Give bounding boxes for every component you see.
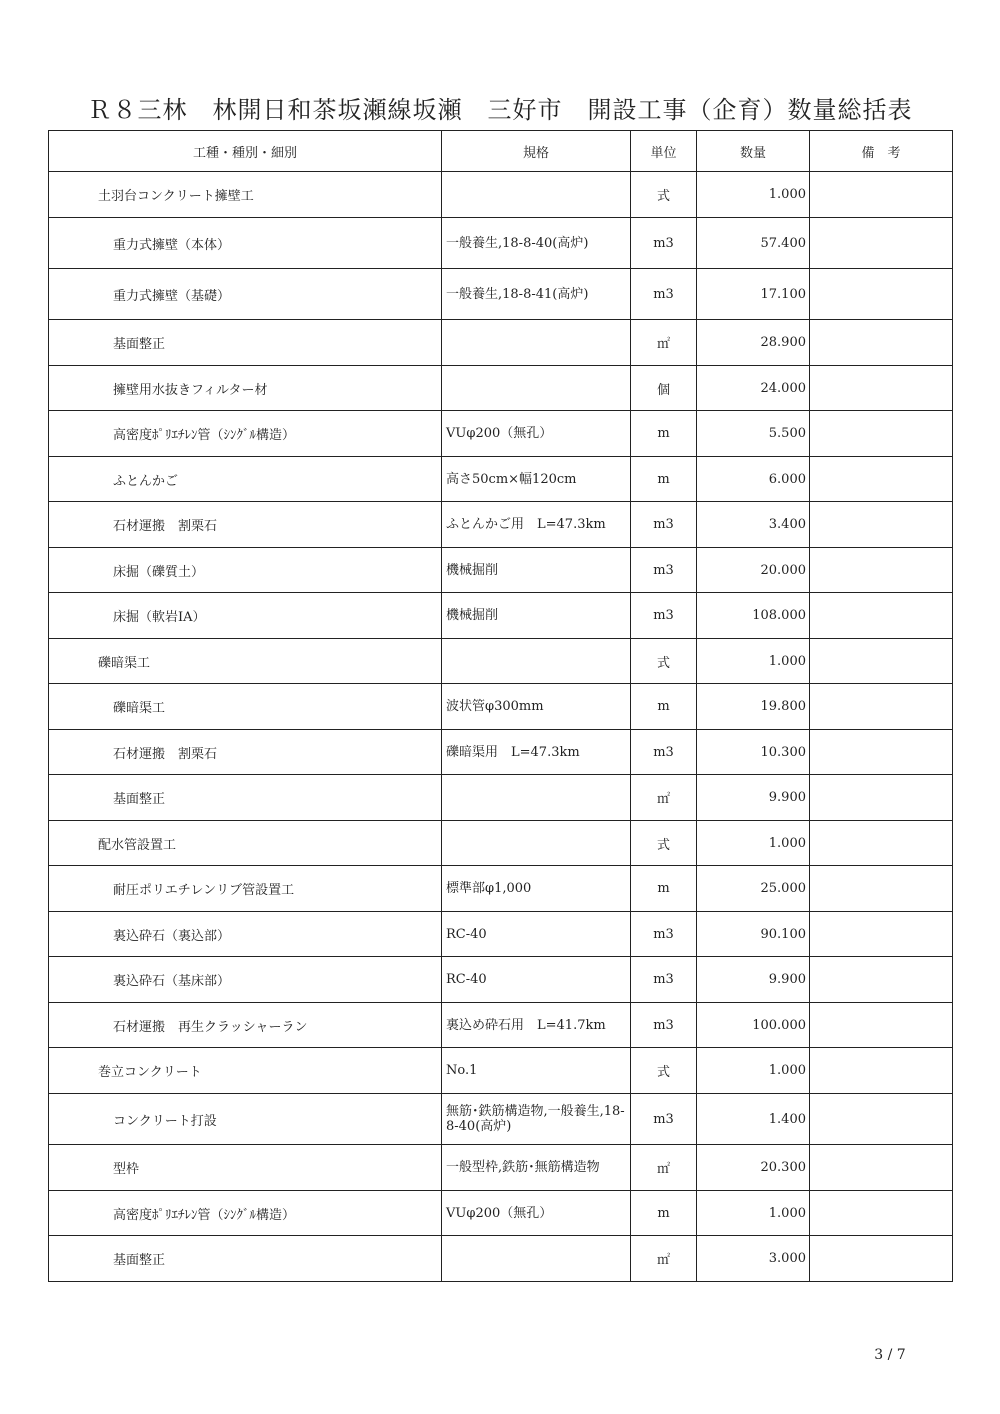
table-row [49,1191,953,1236]
unit-cell [631,411,697,457]
unit-text: m3 [653,1111,674,1127]
remarks-cell [810,172,953,218]
unit-cell [631,866,697,912]
remarks-cell [810,730,953,775]
unit-text: m3 [653,744,674,760]
spec-text: VUφ200（無孔） [446,1205,553,1221]
item-name-cell [49,1003,442,1048]
item-name-cell [49,218,442,269]
spec-text: 一般養生,18-8-41(高炉) [446,286,589,302]
table-row [49,1094,953,1145]
page-number: 3 / 7 [874,1347,906,1363]
quantity-text: 25.000 [760,881,806,896]
item-name-text: 配水管設置工 [98,837,177,853]
item-name-cell [49,957,442,1003]
table-row [49,320,953,366]
quantity-text: 28.900 [760,335,806,350]
table-row [49,593,953,639]
table-header-row [49,131,953,172]
remarks-cell [810,1191,953,1236]
table-row [49,821,953,866]
remarks-cell [810,593,953,639]
unit-cell [631,269,697,320]
spec-text: 機械掘削 [446,608,499,623]
item-name-text: 擁壁用水抜きフィルター材 [113,382,268,398]
item-name-text: 石材運搬 割栗石 [113,519,218,534]
unit-cell [631,172,697,218]
quantity-cell [697,172,810,218]
unit-text: m3 [653,1017,674,1033]
spec-cell [442,457,631,502]
spec-cell [442,593,631,639]
remarks-cell [810,775,953,821]
remarks-cell [810,639,953,684]
item-name-text: 石材運搬 割栗石 [113,746,218,762]
item-name-cell [49,320,442,366]
unit-text: m [657,426,670,441]
table-body [49,172,953,1282]
quantity-cell [697,775,810,821]
quantity-text: 1.000 [768,1205,806,1221]
spec-cell [442,639,631,684]
unit-text: ㎡ [656,1162,670,1177]
quantity-cell [697,1094,810,1145]
item-name-text: 床掘（礫質土） [113,564,205,580]
quantity-text: 17.100 [760,286,806,302]
item-name-text: 礫暗渠工 [98,655,151,671]
item-name-text: 耐圧ポリエチレンリブ管設置工 [113,883,295,898]
table-row [49,730,953,775]
spec-text: ふとんかご用 L=47.3km [446,517,606,532]
spec-cell [442,730,631,775]
spec-cell [442,1236,631,1282]
item-name-text: 裏込砕石（裏込部） [113,928,231,944]
item-name-cell [49,1191,442,1236]
spec-cell [442,218,631,269]
table-row [49,172,953,218]
quantity-text: 108.000 [752,608,806,623]
item-name-cell [49,502,442,548]
table-row [49,366,953,411]
quantity-cell [697,320,810,366]
item-name-cell [49,1094,442,1145]
spec-cell [442,684,631,730]
item-name-text: 礫暗渠工 [113,701,166,716]
remarks-cell [810,548,953,593]
unit-cell [631,821,697,866]
remarks-cell [810,457,953,502]
unit-cell [631,218,697,269]
item-name-cell [49,172,442,218]
unit-cell [631,457,697,502]
table-row [49,548,953,593]
unit-text: m3 [653,235,674,251]
spec-cell [442,1003,631,1048]
quantity-cell [697,548,810,593]
item-name-cell [49,730,442,775]
remarks-cell [810,502,953,548]
quantity-cell [697,366,810,411]
unit-cell [631,1094,697,1145]
remarks-cell [810,1145,953,1191]
unit-text: m [657,471,670,487]
remarks-cell [810,366,953,411]
spec-cell [442,1145,631,1191]
spec-cell [442,411,631,457]
quantity-text: 9.900 [768,790,806,805]
item-name-cell [49,269,442,320]
remarks-cell [810,1236,953,1282]
spec-cell [442,172,631,218]
quantity-text: 6.000 [768,471,806,487]
unit-text: m3 [653,926,674,942]
spec-cell [442,1191,631,1236]
quantity-text: 100.000 [752,1017,806,1033]
table-row [49,639,953,684]
spec-text: No.1 [446,1063,478,1078]
remarks-cell [810,866,953,912]
unit-text: m [657,1205,670,1221]
unit-cell [631,502,697,548]
table-row [49,684,953,730]
remarks-cell [810,821,953,866]
quantity-text: 1.400 [768,1111,806,1127]
quantity-text: 90.100 [760,926,806,942]
item-name-cell [49,1236,442,1282]
spec-cell [442,866,631,912]
spec-cell [442,912,631,957]
quantity-cell [697,269,810,320]
table-row [49,457,953,502]
quantity-text: 10.300 [760,744,806,760]
unit-text: 式 [656,189,670,204]
spec-cell [442,366,631,411]
unit-text: ㎡ [656,1253,670,1268]
quantity-cell [697,593,810,639]
quantity-text: 24.000 [760,380,806,396]
remarks-cell [810,1094,953,1145]
unit-cell [631,1003,697,1048]
remarks-cell [810,1048,953,1094]
quantity-text: 3.400 [768,517,806,532]
unit-text: m3 [653,972,674,987]
spec-cell [442,775,631,821]
item-name-cell [49,593,442,639]
unit-text: 式 [656,837,670,853]
quantity-cell [697,457,810,502]
quantity-cell [697,821,810,866]
remarks-cell [810,411,953,457]
item-name-text: ふとんかご [113,473,179,489]
remarks-cell [810,1003,953,1048]
item-name-cell [49,775,442,821]
spec-text: 一般養生,18-8-40(高炉) [446,235,589,251]
quantity-text: 1.000 [768,1063,806,1078]
remarks-cell [810,912,953,957]
unit-cell [631,320,697,366]
header-unit: 単位 [631,131,697,172]
item-name-text: 基面整正 [113,792,166,807]
unit-text: m3 [653,562,674,578]
remarks-cell [810,684,953,730]
item-name-text: 床掘（軟岩ⅠA） [113,610,206,625]
unit-text: m3 [653,286,674,302]
spec-cell [442,1048,631,1094]
header-remarks: 備 考 [810,131,953,172]
quantity-cell [697,1003,810,1048]
quantity-text: 1.000 [768,653,806,669]
unit-text: m3 [653,608,674,623]
item-name-text: 型枠 [113,1162,140,1177]
quantity-cell [697,730,810,775]
item-name-cell [49,684,442,730]
quantity-cell [697,502,810,548]
quantity-text: 1.000 [768,187,806,202]
spec-text: RC-40 [446,972,487,987]
spec-cell [442,548,631,593]
spec-text: RC-40 [446,926,487,942]
table-row [49,411,953,457]
unit-cell [631,684,697,730]
quantity-cell [697,411,810,457]
quantity-cell [697,1191,810,1236]
spec-cell [442,502,631,548]
quantity-text: 1.000 [768,835,806,851]
spec-cell [442,269,631,320]
item-name-text: 石材運搬 再生クラッシャーラン [113,1019,308,1035]
quantity-cell [697,1145,810,1191]
quantity-text: 9.900 [768,972,806,987]
spec-cell [442,957,631,1003]
unit-text: 個 [656,382,670,398]
spec-cell [442,1094,631,1145]
header-spec: 規格 [442,131,631,172]
spec-cell [442,821,631,866]
spec-text: VUφ200（無孔） [446,426,553,441]
quantity-cell [697,866,810,912]
table-row [49,1236,953,1282]
table-row [49,1048,953,1094]
item-name-cell [49,639,442,684]
header-item-name: 工種・種別・細別 [49,131,442,172]
unit-text: 式 [656,655,670,671]
quantity-text: 3.000 [768,1251,806,1266]
table-row [49,957,953,1003]
unit-text: 式 [656,1065,670,1080]
quantity-text: 20.000 [760,562,806,578]
item-name-cell [49,548,442,593]
document-title: Ｒ８三林 林開日和茶坂瀬線坂瀬 三好市 開設工事（企育）数量総括表 [87,96,913,124]
spec-cell [442,320,631,366]
item-name-text: 高密度ﾎﾟﾘｴﾁﾚﾝ管（ｼﾝｸﾞﾙ構造） [113,428,296,443]
item-name-text: 高密度ﾎﾟﾘｴﾁﾚﾝ管（ｼﾝｸﾞﾙ構造） [113,1207,296,1223]
item-name-text: 巻立コンクリート [98,1065,202,1080]
spec-text: 一般型枠,鉄筋･無筋構造物 [446,1160,600,1175]
spec-text: 裏込め砕石用 L=41.7km [446,1017,606,1033]
unit-cell [631,1048,697,1094]
table-row [49,1003,953,1048]
item-name-cell [49,821,442,866]
quantity-cell [697,684,810,730]
item-name-cell [49,866,442,912]
quantity-text: 20.300 [760,1160,806,1175]
unit-cell [631,1145,697,1191]
item-name-text: 重力式擁壁（本体） [113,237,231,253]
unit-text: m [657,881,670,896]
unit-cell [631,548,697,593]
item-name-cell [49,912,442,957]
spec-text: 機械掘削 [446,562,499,578]
quantity-text: 5.500 [768,426,806,441]
unit-cell [631,1236,697,1282]
quantity-text: 19.800 [760,699,806,714]
spec-text: 高さ50cm×幅120cm [446,471,577,487]
unit-text: m [657,699,670,714]
quantity-cell [697,1236,810,1282]
remarks-cell [810,269,953,320]
item-name-cell [49,1145,442,1191]
table-row [49,775,953,821]
item-name-cell [49,366,442,411]
item-name-text: 基面整正 [113,1253,166,1268]
unit-cell [631,775,697,821]
table-row [49,1145,953,1191]
item-name-text: 土羽台コンクリート擁壁工 [98,189,254,204]
spec-text: 礫暗渠用 L=47.3km [446,744,580,760]
unit-text: ㎡ [656,792,670,807]
remarks-cell [810,320,953,366]
unit-text: m3 [653,517,674,532]
quantity-text: 57.400 [760,235,806,251]
quantity-cell [697,912,810,957]
unit-cell [631,912,697,957]
spec-text: 標準部φ1,000 [446,881,532,896]
quantity-summary-table [48,130,953,1282]
unit-cell [631,957,697,1003]
item-name-cell [49,411,442,457]
spec-text: 波状管φ300mm [446,699,544,714]
remarks-cell [810,218,953,269]
table-row [49,912,953,957]
quantity-cell [697,957,810,1003]
unit-text: ㎡ [656,337,670,352]
unit-cell [631,593,697,639]
unit-cell [631,1191,697,1236]
header-quantity: 数量 [697,131,810,172]
item-name-text: 基面整正 [113,337,166,352]
table-row [49,502,953,548]
item-name-cell [49,457,442,502]
item-name-text: コンクリート打設 [113,1113,217,1129]
quantity-cell [697,1048,810,1094]
quantity-cell [697,218,810,269]
unit-cell [631,639,697,684]
table-row [49,269,953,320]
quantity-cell [697,639,810,684]
item-name-text: 裏込砕石（基床部） [113,974,231,989]
item-name-text: 重力式擁壁（基礎） [113,288,231,304]
unit-cell [631,366,697,411]
unit-cell [631,730,697,775]
table-row [49,218,953,269]
table-row [49,866,953,912]
remarks-cell [810,957,953,1003]
item-name-cell [49,1048,442,1094]
spec-text: 無筋･鉄筋構造物,一般養生,18-8-40(高炉) [446,1104,625,1134]
